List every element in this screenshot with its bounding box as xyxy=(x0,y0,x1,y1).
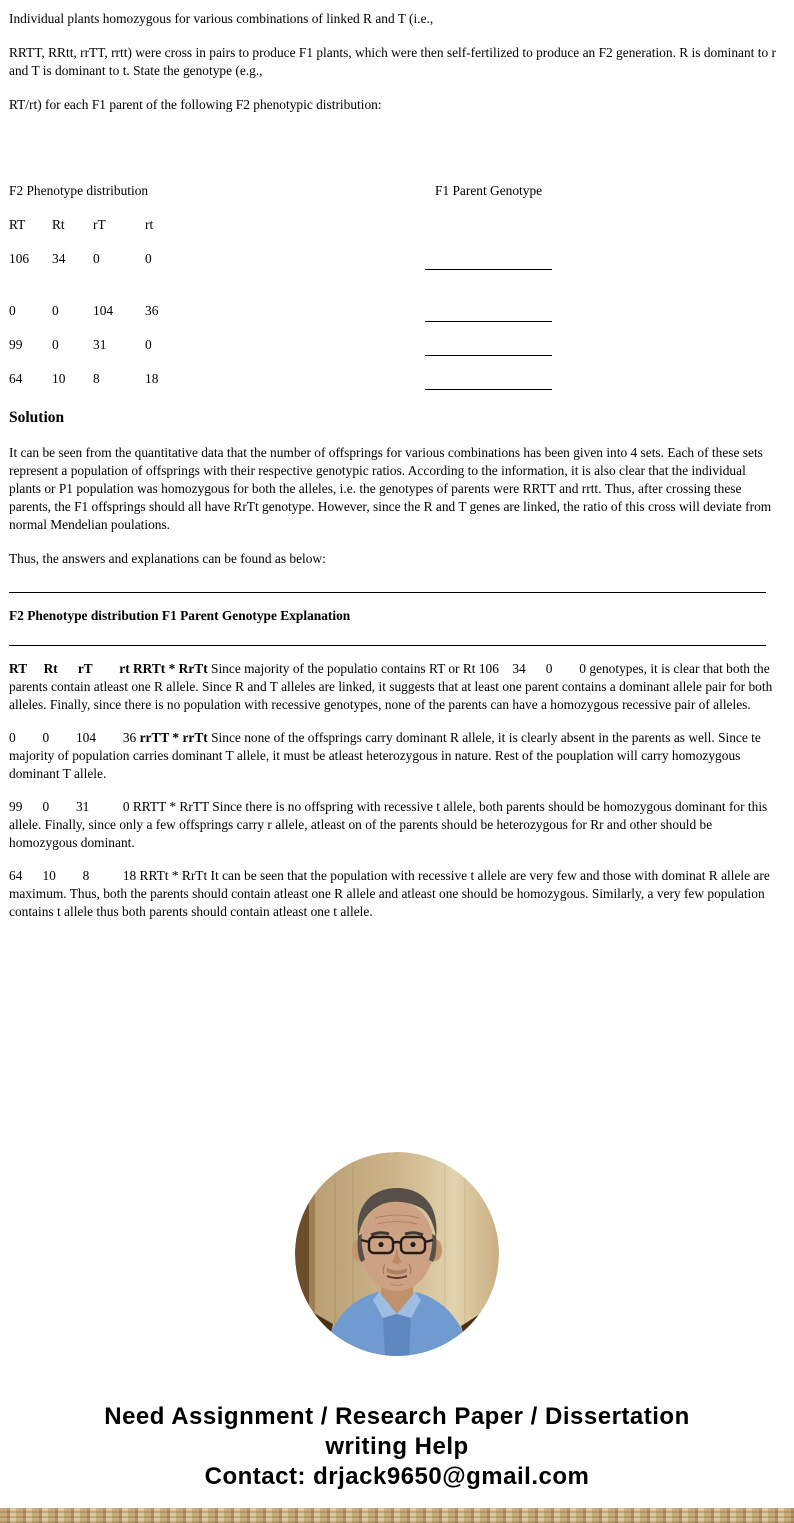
question-line-1: Individual plants homozygous for various combinations of linked R and T (i.e., xyxy=(9,11,434,26)
distribution-table-headers xyxy=(9,182,781,200)
answer-paragraph-2 xyxy=(9,729,781,783)
column-header-row xyxy=(9,216,781,234)
solution-transition: Thus, the answers and explanations can be found as below: xyxy=(9,551,326,566)
col-header-RT: RT xyxy=(9,217,26,232)
cell: 0 xyxy=(145,337,152,352)
cell: 99 xyxy=(9,337,23,352)
cell: 10 xyxy=(52,371,66,386)
divider-line-bottom xyxy=(9,645,766,646)
answer-paragraph-4 xyxy=(9,867,781,921)
col-header-Rt: Rt xyxy=(52,217,65,232)
answer-genotype-bold: RT Rt rT rt RRTt * RrTt xyxy=(9,661,208,676)
genotype-answer-blank xyxy=(425,354,552,356)
footer-contact-email: Contact: drjack9650@gmail.com xyxy=(204,1463,590,1490)
footer-heading-line-2: writing Help xyxy=(325,1433,469,1460)
col-header-rT: rT xyxy=(93,217,106,232)
answer-prefix: 0 0 104 36 xyxy=(9,730,140,745)
answer-prefix: 99 0 31 0 RRTT * RrTT Since there is no offspring with recessive t allele, both parents should be homozygous dominant for this allele. Finally, since only a few offsprings carry r allele, atleast on of the parents should be heterozygous for Rr and other should be homozygous dominant. xyxy=(9,799,771,850)
answer-genotype-bold: rrTT * rrTt xyxy=(139,730,208,745)
solution-heading: Solution xyxy=(9,409,65,426)
question-line-3: RT/rt) for each F1 parent of the following F2 phenotypic distribution: xyxy=(9,97,382,112)
cell: 34 xyxy=(52,251,66,266)
cell: 104 xyxy=(93,303,114,318)
answer-explanation: Since majority of the populatio contains RT or Rt 106 34 0 0 genotypes, it is clear that both the parents contain atleast one R allele. Since R and T alleles are linked, it suggests that at least one parent contains a dominant allele pair for both alleles. Finally, since there is no population with recessive genotypes, none of the parents can have a homozygous recessive pair of alleles. xyxy=(9,661,776,712)
answer-explanation: Since none of the offsprings carry dominant R allele, it is clearly absent in the parents as well. Since te majority of population carries dominant T allele, it must be atleast heterozygous in nature. Rest of the pouplation will carry homozygous dominant T allele. xyxy=(9,730,765,781)
answer-paragraph-1 xyxy=(9,660,781,714)
table-row xyxy=(9,250,781,268)
answer-prefix: 64 10 8 18 RRTt * RrTt It can be seen that the population with recessive t allele are very few and those with dominat R allele are maximum. Thus, both the parents should contain atleast one R allele and atleast one should be homozygous. Similarly, a very few population contains t allele thus both parents should contain atleast one t allele. xyxy=(9,868,774,919)
person-photo xyxy=(295,1152,499,1356)
answer-paragraph-3 xyxy=(9,798,781,852)
cell: 0 xyxy=(52,337,59,352)
divider-line-top xyxy=(9,592,766,593)
genotype-answer-blank xyxy=(425,320,552,322)
answer-table-heading: F2 Phenotype distribution F1 Parent Genotype Explanation xyxy=(9,608,351,623)
f2-phenotype-distribution-header: F2 Phenotype distribution xyxy=(9,183,149,198)
genotype-answer-blank xyxy=(425,388,552,390)
cell: 0 xyxy=(52,303,59,318)
cell: 8 xyxy=(93,371,100,386)
table-row xyxy=(9,302,781,320)
footer xyxy=(0,1402,794,1492)
table-row xyxy=(9,370,781,388)
person-photo-illustration xyxy=(295,1152,499,1356)
cell: 106 xyxy=(9,251,30,266)
cell: 36 xyxy=(145,303,159,318)
cell: 31 xyxy=(93,337,107,352)
table-row xyxy=(9,336,781,354)
solution-intro: It can be seen from the quantitative data that the number of offsprings for various combinations has been given into 4 sets. Each of these sets represent a population of offsprings with their respective genotypic ratios. According to the information, it is also clear that the individual plants or P1 population was homozygous for both the alleles, i.e. the genotypes of parents were RRTT and rrtt. Thus, after crossing these parents, the F1 offsprings should all have RrTt genotype. However, since the R and T genes are linked, the ratio of this cross will deviate from normal Mendelian poulations. xyxy=(9,445,775,532)
cell: 0 xyxy=(145,251,152,266)
decorative-border-strip xyxy=(0,1508,794,1523)
cell: 0 xyxy=(93,251,100,266)
question-line-2: RRTT, RRtt, rrTT, rrtt) were cross in pairs to produce F1 plants, which were then self-fertilized to produce an F2 generation. R is dominant to r and T is dominant to t. State the genotype (e.g., xyxy=(9,45,780,78)
cell: 18 xyxy=(145,371,159,386)
genotype-answer-blank xyxy=(425,268,552,270)
cell: 64 xyxy=(9,371,23,386)
cell: 0 xyxy=(9,303,16,318)
footer-heading-line-1: Need Assignment / Research Paper / Dissertation xyxy=(104,1403,690,1430)
f1-parent-genotype-header: F1 Parent Genotype xyxy=(435,183,543,198)
col-header-rt: rt xyxy=(145,217,154,232)
